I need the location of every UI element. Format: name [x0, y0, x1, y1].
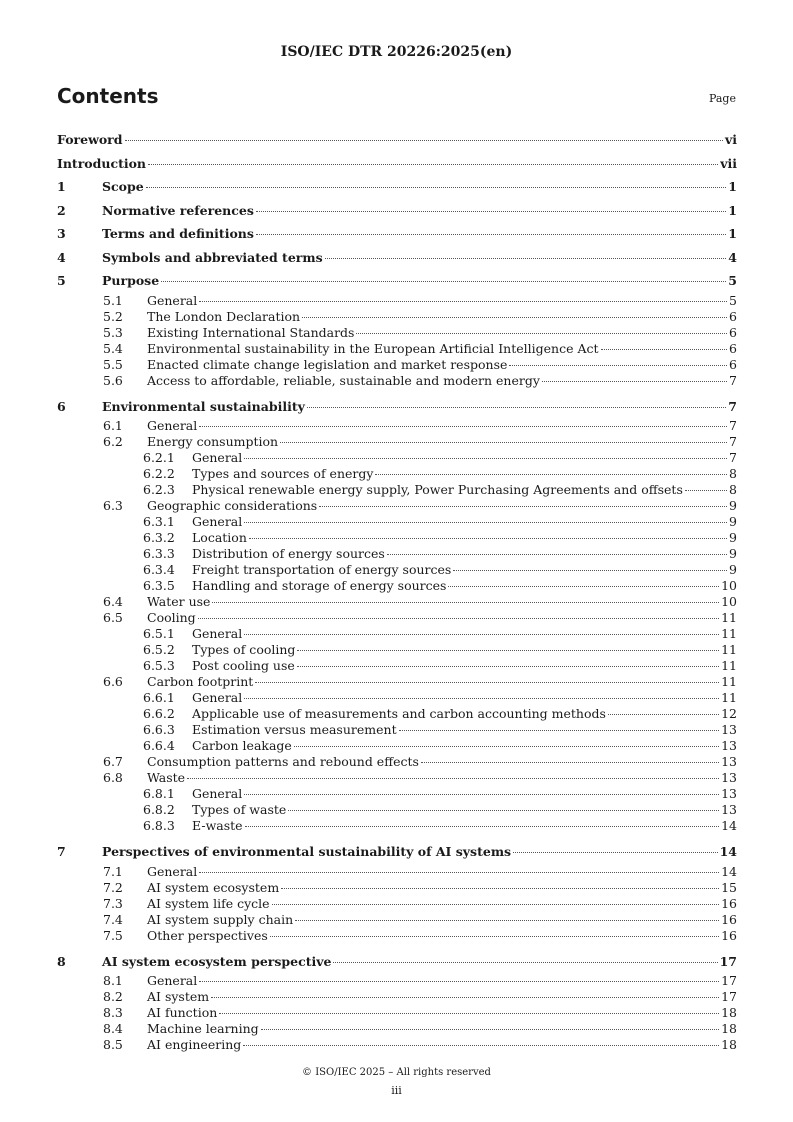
toc-entry[interactable] — [57, 594, 737, 610]
toc-entry-page: 7 — [728, 398, 737, 414]
toc-entry-page: 11 — [721, 658, 737, 673]
toc-entry-number: 6.3.2 — [143, 530, 175, 545]
dot-leader — [387, 553, 727, 555]
page-number: iii — [391, 1084, 402, 1097]
toc-entry-title: Other perspectives — [147, 927, 268, 943]
toc-entry-page: 1 — [728, 202, 737, 218]
dot-leader — [509, 364, 727, 366]
dot-leader — [270, 935, 719, 937]
toc-entry-title: E-waste — [192, 818, 243, 833]
toc-entry-title: Environmental sustainability — [102, 398, 305, 414]
toc-entry[interactable] — [57, 222, 737, 246]
toc-entry-title: The London Declaration — [147, 308, 301, 324]
dot-leader — [280, 441, 727, 443]
toc-entry-title: Handling and storage of energy sources — [192, 578, 447, 593]
toc-entry-page: 9 — [729, 562, 737, 577]
toc-entry[interactable] — [57, 818, 737, 834]
dot-leader — [542, 380, 727, 382]
toc-entry[interactable] — [57, 482, 737, 498]
toc-entry[interactable] — [57, 706, 737, 722]
toc-entry-title: General — [192, 690, 243, 705]
dot-leader — [302, 316, 727, 318]
toc-entry-page: 1 — [728, 226, 737, 241]
dot-leader — [212, 601, 719, 603]
toc-entry-page: 6 — [729, 356, 737, 372]
toc-entry-page: 17 — [721, 973, 737, 988]
toc-entry[interactable] — [57, 498, 737, 514]
toc-entry[interactable] — [57, 293, 737, 309]
toc-entry-title: Geographic considerations — [147, 498, 318, 513]
toc-entry-number: 6 — [57, 398, 66, 414]
toc-entry-page: 8 — [729, 466, 737, 481]
toc-entry-number: 6.6.3 — [143, 722, 175, 737]
toc-entry-page: 15 — [721, 879, 737, 895]
toc-entry-page: 7 — [729, 372, 737, 388]
dot-leader — [125, 139, 723, 141]
toc-entry-page: 9 — [729, 514, 737, 529]
table-of-contents — [57, 128, 737, 1053]
toc-entry[interactable] — [57, 690, 737, 706]
toc-entry-number: 6.6 — [103, 674, 123, 689]
toc-entry[interactable] — [57, 450, 737, 466]
toc-entry[interactable] — [57, 722, 737, 738]
toc-entry-number: 6.2.3 — [143, 482, 175, 497]
toc-entry-page: 7 — [729, 434, 737, 449]
toc-entry-number: 6.2.1 — [143, 450, 175, 465]
toc-entry-title: Perspectives of environmental sustainability of AI systems — [102, 844, 512, 859]
toc-entry-page: 11 — [721, 642, 737, 657]
dot-leader — [608, 713, 719, 715]
toc-entry-title: General — [192, 450, 243, 465]
dot-leader — [244, 697, 719, 699]
toc-entry-number: 6.3.4 — [143, 562, 175, 577]
toc-entry-number: 5.1 — [103, 292, 123, 308]
toc-entry[interactable] — [57, 973, 737, 989]
dot-leader — [513, 851, 718, 853]
toc-entry-number: 6.8.3 — [143, 818, 175, 833]
toc-entry-page: 4 — [728, 249, 737, 265]
toc-entry[interactable] — [57, 434, 737, 450]
toc-entry[interactable] — [57, 642, 737, 658]
toc-entry[interactable] — [57, 152, 737, 176]
dot-leader — [245, 825, 720, 827]
toc-entry-title: Carbon footprint — [147, 674, 254, 689]
dot-leader — [281, 887, 719, 889]
toc-entry-number: 7 — [57, 844, 66, 859]
toc-entry[interactable] — [57, 864, 737, 880]
toc-entry-page: 7 — [729, 418, 737, 433]
dot-leader — [601, 348, 728, 350]
dot-leader — [219, 1012, 719, 1014]
toc-entry-number: 5.2 — [103, 308, 123, 324]
toc-entry[interactable] — [57, 562, 737, 578]
toc-entry[interactable] — [57, 309, 737, 325]
toc-entry-title: Types of waste — [192, 802, 287, 817]
dot-leader — [375, 473, 727, 475]
toc-entry-title: Symbols and abbreviated terms — [102, 249, 323, 265]
toc-entry-page: 13 — [721, 802, 737, 817]
toc-entry-number: 6.2.2 — [143, 466, 175, 481]
toc-entry-number: 8.3 — [103, 1005, 123, 1020]
toc-entry-number: 3 — [57, 226, 66, 241]
dot-leader — [199, 425, 727, 427]
toc-entry-number: 8.5 — [103, 1037, 123, 1052]
dot-leader — [199, 980, 719, 982]
toc-entry-title: Scope — [102, 179, 144, 194]
toc-entry-title: Carbon leakage — [192, 738, 292, 753]
toc-entry-title: Terms and definitions — [102, 226, 254, 241]
toc-entry-number: 7.1 — [103, 863, 123, 879]
toc-entry-title: Environmental sustainability in the European Artificial Intelligence Act — [147, 340, 599, 356]
toc-entry-page: 17 — [721, 989, 737, 1004]
toc-entry-number: 6.8.1 — [143, 786, 175, 801]
toc-entry-title: General — [147, 973, 198, 988]
toc-entry-page: 6 — [729, 308, 737, 324]
toc-entry-number: 6.6.1 — [143, 690, 175, 705]
toc-entry-number: 6.7 — [103, 754, 123, 769]
toc-entry-page: 10 — [721, 594, 737, 609]
toc-entry-title: Types of cooling — [192, 642, 296, 657]
dot-leader — [333, 961, 717, 963]
toc-entry-title: General — [147, 418, 198, 433]
toc-entry[interactable] — [57, 610, 737, 626]
dot-leader — [198, 617, 719, 619]
toc-entry-title: Waste — [147, 770, 186, 785]
toc-entry-number: 6.8.2 — [143, 802, 175, 817]
toc-entry-page: 18 — [721, 1005, 737, 1020]
toc-entry[interactable] — [57, 1021, 737, 1037]
toc-entry-page: 10 — [721, 578, 737, 593]
toc-entry-title: AI function — [147, 1005, 218, 1020]
dot-leader — [161, 280, 726, 282]
toc-entry[interactable] — [57, 246, 737, 270]
toc-entry-page: 18 — [721, 1021, 737, 1036]
toc-entry[interactable] — [57, 840, 737, 864]
toc-entry-page: 9 — [729, 546, 737, 561]
toc-entry-title: Introduction — [57, 155, 147, 171]
toc-entry[interactable] — [57, 325, 737, 341]
dot-leader — [211, 996, 719, 998]
toc-entry[interactable] — [57, 880, 737, 896]
toc-entry-page: 18 — [721, 1037, 737, 1052]
toc-entry-page: 13 — [721, 738, 737, 753]
toc-entry[interactable] — [57, 658, 737, 674]
dot-leader — [244, 521, 727, 523]
toc-entry-number: 6.5.3 — [143, 658, 175, 673]
toc-entry-title: Consumption patterns and rebound effects — [147, 754, 419, 769]
toc-entry-number: 4 — [57, 249, 66, 265]
toc-entry-number: 7.4 — [103, 911, 123, 927]
dot-leader — [148, 163, 718, 165]
toc-entry-page: 5 — [728, 273, 737, 288]
toc-entry-page: 16 — [721, 927, 737, 943]
dot-leader — [356, 332, 727, 334]
toc-entry-title: Post cooling use — [192, 658, 295, 673]
toc-entry-title: General — [192, 786, 243, 801]
dot-leader — [244, 793, 719, 795]
toc-entry-title: Location — [192, 530, 247, 545]
dot-leader — [243, 1044, 719, 1046]
toc-entry-page: 7 — [729, 450, 737, 465]
dot-leader — [319, 505, 727, 507]
toc-entry-title: Distribution of energy sources — [192, 546, 385, 561]
toc-entry-number: 6.8 — [103, 770, 123, 785]
toc-entry-page: 1 — [728, 179, 737, 194]
toc-entry-title: Enacted climate change legislation and market response — [147, 356, 508, 372]
toc-entry-page: 6 — [729, 340, 737, 356]
toc-entry-page: vii — [720, 155, 737, 171]
dot-leader — [255, 681, 719, 683]
toc-entry-page: 12 — [721, 706, 737, 721]
toc-entry-number: 6.5.2 — [143, 642, 175, 657]
toc-entry[interactable] — [57, 578, 737, 594]
toc-entry-title: Estimation versus measurement — [192, 722, 397, 737]
dot-leader — [421, 761, 719, 763]
dot-leader — [325, 257, 727, 259]
toc-entry-page: 11 — [721, 626, 737, 641]
toc-entry-number: 6.1 — [103, 418, 123, 433]
toc-entry[interactable] — [57, 770, 737, 786]
toc-entry-page: 6 — [729, 324, 737, 340]
toc-entry-number: 8 — [57, 953, 66, 969]
toc-entry[interactable] — [57, 175, 737, 199]
toc-entry-page: 5 — [729, 292, 737, 308]
dot-leader — [399, 729, 720, 731]
toc-entry[interactable] — [57, 514, 737, 530]
toc-entry-page: 9 — [729, 530, 737, 545]
dot-leader — [256, 210, 726, 212]
toc-entry[interactable] — [57, 1037, 737, 1053]
toc-entry-number: 7.3 — [103, 895, 123, 911]
dot-leader — [187, 777, 719, 779]
dot-leader — [448, 585, 719, 587]
dot-leader — [146, 186, 727, 188]
toc-entry-number: 8.1 — [103, 973, 123, 988]
toc-entry-page: 14 — [721, 863, 737, 879]
toc-entry-title: Applicable use of measurements and carbon accounting methods — [192, 706, 606, 721]
toc-entry-number: 8.4 — [103, 1021, 123, 1036]
toc-entry-page: 17 — [719, 953, 737, 969]
toc-entry-page: 16 — [721, 911, 737, 927]
toc-entry[interactable] — [57, 674, 737, 690]
toc-entry[interactable] — [57, 912, 737, 928]
toc-entry[interactable] — [57, 896, 737, 912]
toc-entry-number: 5.6 — [103, 372, 123, 388]
toc-entry[interactable] — [57, 373, 737, 389]
toc-entry-page: 11 — [721, 674, 737, 689]
toc-entry-title: Cooling — [147, 610, 196, 625]
dot-leader — [295, 919, 719, 921]
toc-entry[interactable] — [57, 950, 737, 974]
document-id-header: ISO/IEC DTR 20226:2025(en) — [280, 44, 513, 60]
dot-leader — [199, 871, 719, 873]
toc-entry-number: 6.3.5 — [143, 578, 175, 593]
toc-entry-title: Purpose — [102, 273, 160, 288]
toc-entry-title: General — [192, 626, 243, 641]
toc-entry[interactable] — [57, 786, 737, 802]
toc-entry-title: Water use — [147, 594, 211, 609]
toc-entry-title: Machine learning — [147, 1021, 259, 1036]
dot-leader — [288, 809, 719, 811]
toc-entry-number: 5.3 — [103, 324, 123, 340]
toc-entry-number: 6.4 — [103, 594, 123, 609]
toc-entry-title: Normative references — [102, 202, 254, 218]
toc-entry[interactable] — [57, 199, 737, 223]
toc-entry-page: 14 — [719, 844, 737, 859]
toc-entry-number: 5 — [57, 273, 66, 288]
toc-entry-number: 2 — [57, 202, 66, 218]
contents-title: Contents — [57, 84, 159, 108]
toc-entry-title: Access to affordable, reliable, sustainable and modern energy — [147, 372, 540, 388]
dot-leader — [244, 633, 719, 635]
toc-entry-title: AI system ecosystem perspective — [102, 953, 332, 969]
toc-entry-title: General — [147, 863, 198, 879]
toc-entry[interactable] — [57, 802, 737, 818]
toc-entry-number: 1 — [57, 179, 66, 194]
toc-entry-page: 11 — [721, 610, 737, 625]
toc-entry[interactable] — [57, 357, 737, 373]
toc-entry-page: 13 — [721, 786, 737, 801]
toc-entry-page: 14 — [721, 818, 737, 833]
dot-leader — [256, 233, 726, 235]
toc-entry[interactable] — [57, 754, 737, 770]
toc-entry[interactable] — [57, 128, 737, 152]
toc-entry[interactable] — [57, 928, 737, 944]
toc-entry-title: Existing International Standards — [147, 324, 355, 340]
page-column-label: Page — [708, 92, 736, 105]
toc-entry-title: AI system ecosystem — [147, 879, 280, 895]
toc-entry-title: Foreword — [57, 132, 123, 147]
toc-entry-number: 6.3 — [103, 498, 123, 513]
dot-leader — [297, 649, 719, 651]
dot-leader — [249, 537, 727, 539]
dot-leader — [453, 569, 727, 571]
toc-entry-page: 8 — [729, 482, 737, 497]
toc-entry-page: 13 — [721, 770, 737, 785]
toc-entry-title: AI system life cycle — [147, 895, 270, 911]
toc-entry-title: Types and sources of energy — [192, 466, 374, 481]
toc-entry-title: General — [192, 514, 243, 529]
toc-entry-page: 11 — [721, 690, 737, 705]
toc-entry-number: 7.2 — [103, 879, 123, 895]
toc-entry-title: AI system — [147, 989, 210, 1004]
toc-entry-number: 6.2 — [103, 434, 123, 449]
toc-entry[interactable] — [57, 269, 737, 293]
toc-entry-number: 7.5 — [103, 927, 123, 943]
toc-entry-number: 6.3.3 — [143, 546, 175, 561]
toc-entry[interactable] — [57, 530, 737, 546]
toc-entry-number: 6.6.4 — [143, 738, 175, 753]
toc-entry-number: 5.4 — [103, 340, 123, 356]
dot-leader — [294, 745, 719, 747]
toc-entry-page: 16 — [721, 895, 737, 911]
toc-entry-title: Freight transportation of energy sources — [192, 562, 452, 577]
toc-entry-page: 13 — [721, 754, 737, 769]
toc-entry[interactable] — [57, 626, 737, 642]
toc-entry-page: 13 — [721, 722, 737, 737]
toc-entry[interactable] — [57, 466, 737, 482]
toc-entry[interactable] — [57, 738, 737, 754]
toc-entry-number: 6.3.1 — [143, 514, 175, 529]
toc-entry[interactable] — [57, 341, 737, 357]
toc-entry-number: 5.5 — [103, 356, 123, 372]
toc-entry[interactable] — [57, 1005, 737, 1021]
toc-entry-title: General — [147, 292, 198, 308]
toc-entry-number: 6.5 — [103, 610, 123, 625]
dot-leader — [685, 489, 727, 491]
toc-entry-page: 9 — [729, 498, 737, 513]
toc-entry-title: AI engineering — [147, 1037, 242, 1052]
dot-leader — [272, 903, 720, 905]
toc-entry-title: Physical renewable energy supply, Power Purchasing Agreements and offsets — [192, 482, 683, 497]
toc-entry-title: AI system supply chain — [147, 911, 294, 927]
copyright-footer: © ISO/IEC 2025 – All rights reserved — [302, 1067, 491, 1078]
dot-leader — [307, 406, 726, 408]
toc-entry-page: vi — [724, 132, 737, 147]
dot-leader — [297, 665, 719, 667]
dot-leader — [199, 300, 727, 302]
toc-entry[interactable] — [57, 989, 737, 1005]
toc-entry-title: Energy consumption — [147, 434, 279, 449]
toc-entry-number: 6.5.1 — [143, 626, 175, 641]
toc-entry[interactable] — [57, 395, 737, 419]
toc-entry-number: 6.6.2 — [143, 706, 175, 721]
dot-leader — [261, 1028, 719, 1030]
toc-entry-number: 8.2 — [103, 989, 123, 1004]
dot-leader — [244, 457, 727, 459]
toc-entry[interactable] — [57, 418, 737, 434]
toc-entry[interactable] — [57, 546, 737, 562]
